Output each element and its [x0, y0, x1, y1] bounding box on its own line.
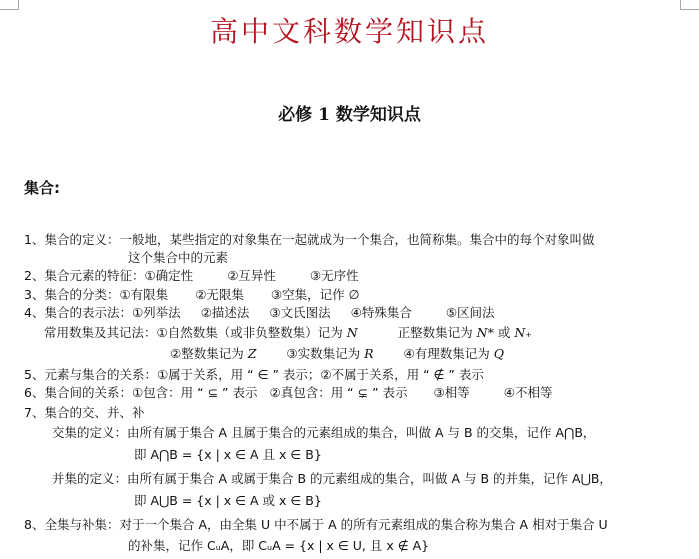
item-label: 集合的表示法：	[44, 305, 132, 320]
document-subtitle: 必修 1 数学知识点	[278, 105, 421, 125]
option: ①列举法	[131, 305, 181, 320]
symbol-N-plus: N₊	[514, 325, 532, 340]
intersection-definition	[52, 424, 595, 442]
item-5	[24, 366, 484, 384]
option: ②无限集	[195, 287, 244, 302]
definition-text: 由所有属于集合 A 且属于集合的元素组成的集合，叫做 A 与 B 的交集，记作 A⋂B，	[127, 425, 596, 440]
item-text: 一般地，某些指定的对象集在一起就成为一个集合，也简称集。集合中的每个对象叫做	[119, 232, 595, 247]
item-label: 元素与集合的关系：	[44, 367, 157, 382]
option: ①包含：用 “ ⊆ ” 表示	[131, 385, 258, 400]
common-sets-label: 常用数集及其记法：	[44, 325, 157, 340]
definition-label: 交集的定义：	[52, 425, 128, 440]
item-1-continuation: 这个集合中的元素	[128, 250, 229, 265]
item-4	[24, 304, 495, 322]
positive-integers-text: 正整数集记为	[397, 325, 473, 340]
rationals-text: ④有理数集记为	[403, 346, 490, 361]
symbol-R: R	[364, 346, 374, 361]
item-number: 7、	[24, 405, 45, 420]
item-7	[24, 404, 144, 422]
item-1	[24, 231, 594, 249]
item-label: 集合的分类：	[44, 287, 120, 302]
document-title: 高中文科数学知识点	[209, 15, 489, 48]
intersection-formula: 即 A⋂B = {x | x ∈ A 且 x ∈ B}	[134, 447, 322, 462]
option: ②互异性	[227, 268, 276, 283]
union-formula: 即 A⋃B = {x | x ∈ A 或 x ∈ B}	[134, 493, 322, 508]
item-8	[24, 516, 608, 534]
item-text: 对于一个集合 A，由全集 U 中不属于 A 的所有元素组成的集合称为集合 A 相对于集合 U	[119, 517, 608, 532]
item-label: 集合的定义：	[44, 232, 120, 247]
definition-label: 并集的定义：	[52, 471, 128, 486]
natural-numbers-text: ①自然数集（或非负整数集）记为	[156, 325, 343, 340]
option: ⑤区间法	[445, 305, 495, 320]
option: ③相等	[433, 385, 470, 400]
integers-text: ②整数集记为	[170, 346, 244, 361]
item-number: 4、	[24, 305, 45, 320]
complement-formula: 的补集，记作 CᵤA，即 CᵤA = {x | x ∈ U, 且 x ∉ A}	[128, 538, 430, 553]
item-number: 8、	[24, 517, 45, 532]
option: ②真包含：用 “ ⊊ ” 表示	[269, 385, 408, 400]
option: ①有限集	[119, 287, 169, 302]
option: ②描述法	[200, 305, 250, 320]
common-sets-line-1	[44, 324, 532, 342]
item-2	[24, 267, 359, 285]
symbol-N: N	[346, 325, 358, 340]
symbol-Q: Q	[493, 346, 504, 361]
option: ④特殊集合	[350, 305, 412, 320]
page-corner-mark-left	[0, 0, 19, 10]
symbol-Z: Z	[247, 346, 257, 361]
item-number: 6、	[24, 385, 45, 400]
item-text: ①属于关系，用 “ ∈ ” 表示；②不属于关系，用 “ ∉ ” 表示	[156, 367, 484, 382]
option: ③无序性	[309, 268, 359, 283]
item-number: 5、	[24, 367, 45, 382]
item-3	[24, 286, 359, 304]
item-number: 3、	[24, 287, 45, 302]
option: ①确定性	[144, 268, 194, 283]
section-heading: 集合:	[24, 179, 60, 197]
union-definition	[52, 470, 612, 488]
item-label: 集合元素的特征：	[44, 268, 145, 283]
item-label: 集合的交、并、补	[44, 405, 145, 420]
symbol-N-star: N*	[476, 325, 494, 340]
item-number: 2、	[24, 268, 45, 283]
option: ③空集，记作 ∅	[270, 287, 360, 302]
option: ③文氏图法	[269, 305, 331, 320]
item-label: 集合间的关系：	[44, 385, 132, 400]
or-text: 或	[497, 325, 511, 340]
item-label: 全集与补集：	[44, 517, 120, 532]
definition-text: 由所有属于集合 A 或属于集合 B 的元素组成的集合，叫做 A 与 B 的并集，记作 A⋃B，	[127, 471, 612, 486]
item-6	[24, 384, 552, 402]
option: ④不相等	[503, 385, 553, 400]
common-sets-line-2	[170, 345, 504, 363]
reals-text: ③实数集记为	[286, 346, 361, 361]
page-corner-mark-right	[680, 0, 699, 10]
item-number: 1、	[24, 232, 45, 247]
